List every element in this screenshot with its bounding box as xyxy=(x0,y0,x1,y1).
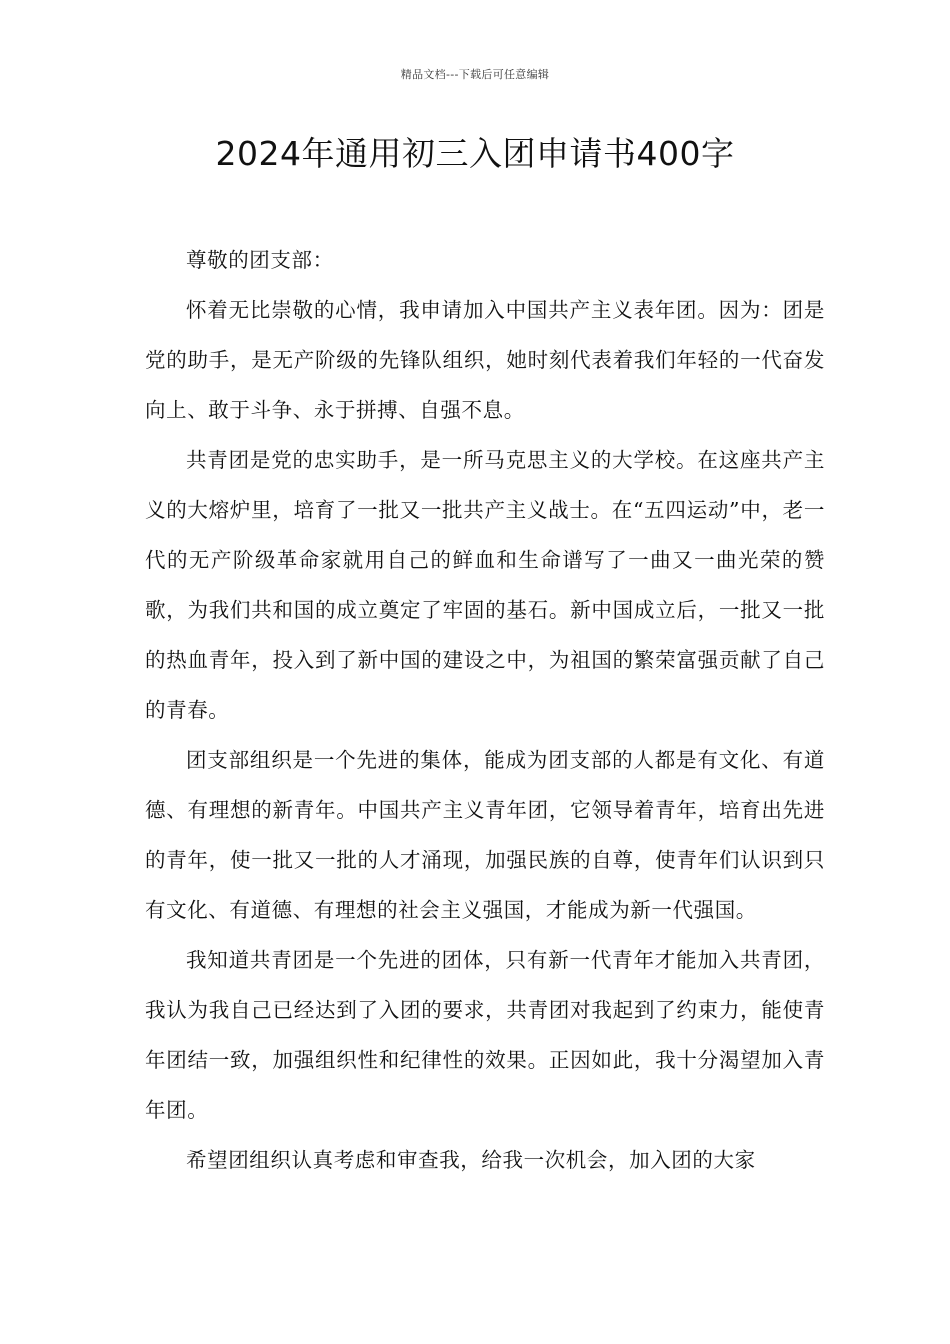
paragraph-2: 共青团是党的忠实助手，是一所马克思主义的大学校。在这座共产主义的大熔炉里，培育了一批又一批共产主义战士。在“五四运动”中，老一代的无产阶级革命家就用自己的鲜血和生命谱写了一曲又一曲光荣的赞歌，为我们共和国的成立奠定了牢固的基石。新中国成立后，一批又一批的热血青年，投入到了新中国的建设之中，为祖国的繁荣富强贡献了自己的青春。 xyxy=(145,448,825,722)
paragraph-5: 希望团组织认真考虑和审查我，给我一次机会，加入团的大家 xyxy=(186,1148,756,1172)
paragraph-4: 我知道共青团是一个先进的团体，只有新一代青年才能加入共青团，我认为我自己已经达到了入团的要求，共青团对我起到了约束力，能使青年团结一致，加强组织性和纪律性的效果。正因如此，我十分渴望加入青年团。 xyxy=(145,948,825,1122)
paragraph-3: 团支部组织是一个先进的集体，能成为团支部的人都是有文化、有道德、有理想的新青年。中国共产主义青年团，它领导着青年，培育出先进的青年，使一批又一批的人才涌现，加强民族的自尊，使青年们认识到只有文化、有道德、有理想的社会主义强国，才能成为新一代强国。 xyxy=(145,748,825,922)
paragraph-1: 怀着无比崇敬的心情，我申请加入中国共产主义表年团。因为：团是党的助手，是无产阶级的先锋队组织，她时刻代表着我们年轻的一代奋发向上、敢于斗争、永于拼搏、自强不息。 xyxy=(145,298,825,422)
salutation: 尊敬的团支部： xyxy=(186,248,334,272)
document-body xyxy=(145,235,825,1185)
document-title: 2024年通用初三入团申请书400字 xyxy=(215,134,735,173)
header-note: 精品文档---下载后可任意编辑 xyxy=(400,68,550,81)
